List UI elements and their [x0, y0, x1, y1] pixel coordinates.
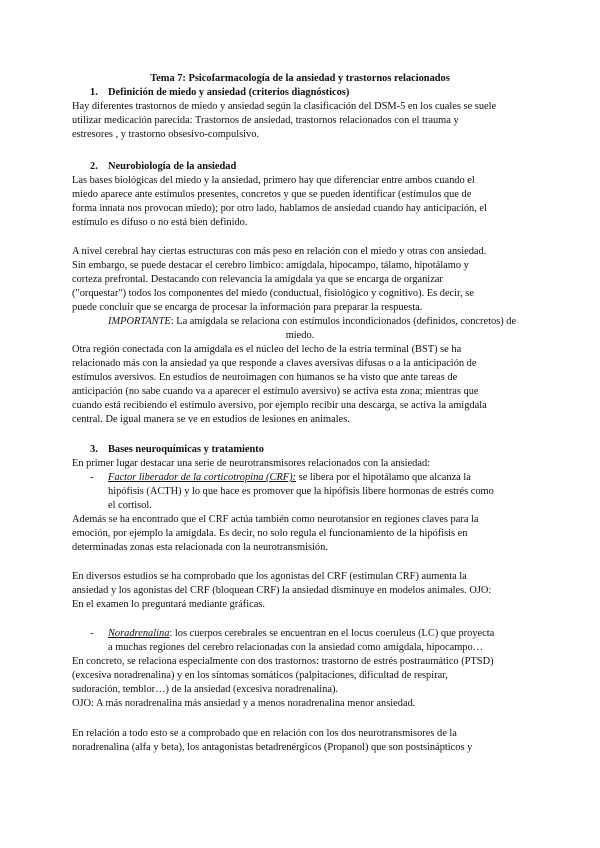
s3c-line-3: sudoración, temblor…) de la ansiedad (excesiva noradrenalina).: [72, 684, 339, 695]
na-text-1: : los cuerpos cerebrales se encuentran en el locus coeruleus (LC) que proyecta: [169, 628, 495, 639]
s2b-line-4: ("orquestar") todos los componentes del miedo (conductual, fisiológico y cognitivo). Es decir, se: [72, 288, 474, 299]
section-3-number: 3.: [90, 444, 98, 455]
s2a-line-2: miedo aparece ante estímulos presentes, concretos y que se pueden identificar (estímulos que de: [72, 189, 472, 200]
s3b-line-1: En diversos estudios se ha comprobado que los agonistas del CRF (estimulan CRF) aumenta la: [72, 571, 467, 582]
s3-intro: En primer lugar destacar una serie de neurotransmisores relacionados con la ansiedad:: [72, 458, 431, 469]
important-text-2: miedo.: [285, 330, 315, 341]
section-3-heading: Bases neuroquímicas y tratamiento: [108, 444, 264, 455]
s3c-line-1: En concreto, se relaciona especialmente con dos trastornos: trastorno de estrés postraumático (PTSD): [72, 656, 494, 667]
crf-text-1: se libera por el hipotálamo que alcanza la: [296, 472, 471, 483]
important-text-1: : La amígdala se relaciona con estímulos incondicionados (definidos, concretos) de: [170, 316, 517, 327]
important-note: [108, 315, 568, 329]
s2c-line-1: Otra región conectada con la amígdala es el núcleo del lecho de la estría terminal (BST) se ha: [72, 344, 462, 355]
s3b-line-2: ansiedad y los agonistas del CRF (bloquean CRF) la ansiedad disminuye en modelos animales. OJO:: [72, 585, 492, 596]
crf-item: [108, 471, 568, 485]
s2a-line-3: forma innata nos provocan miedo); por otro lado, hablamos de ansiedad cuando hay anticipación, el: [72, 203, 487, 214]
s2a-line-4: estímulo es difuso o no está bien definido.: [72, 217, 248, 228]
s2c-line-4: anticipación (no sabe cuando va a aparecer el estímulo aversivo) se activa esta zona; mientras que: [72, 386, 479, 397]
s1-line-2: utilizar medicación parecida: Trastornos de ansiedad, trastornos relacionados con el trauma y: [72, 115, 459, 126]
important-label: IMPORTANTE: [108, 316, 171, 327]
s2a-line-1: Las bases biológicas del miedo y la ansiedad, primero hay que diferenciar entre ambos cuando el: [72, 175, 475, 186]
na-item: [108, 627, 568, 641]
section-2-heading: Neurobiología de la ansiedad: [108, 161, 237, 172]
s2b-line-1: A nivel cerebral hay ciertas estructuras con más peso en relación con el miedo y otras con ansiedad.: [72, 246, 487, 257]
section-1-number: 1.: [90, 87, 98, 98]
s2c-line-5: cuando está recibiendo el estímulo aversivo, por ejemplo recibir una descarga, se activa la amígdala: [72, 400, 487, 411]
s3d-line-1: En relación a todo esto se a comprobado que en relación con los dos neurotransmisores de la: [72, 728, 457, 739]
s3b-line-3: En el examen lo preguntará mediante gráficas.: [72, 599, 266, 610]
s2c-line-2: relacionado más con la ansiedad ya que responde a claves aversivas difusas o a la anticipación de: [72, 358, 477, 369]
na-term: Noradrenalina: [108, 628, 170, 639]
crf-text-2: hipófisis (ACTH) y lo que hace es promover que la hipófisis libere hormonas de estrés como: [108, 486, 494, 497]
document-title: Tema 7: Psicofarmacología de la ansiedad y trastornos relacionados: [150, 73, 450, 84]
s2b-line-5: puede concluir que se encarga de procesar la información para preparar la respuesta.: [72, 302, 423, 313]
na-text-2: a muchas regiones del cerebro relacionadas con la ansiedad como amígdala, hipocampo…: [108, 642, 484, 653]
section-2-number: 2.: [90, 161, 98, 172]
s2c-line-3: estímulos aversivos. En estudios de neuroimagen con humanos se ha visto que ante tareas de: [72, 372, 458, 383]
crf-text-3: el cortisol.: [108, 500, 152, 511]
s2c-line-6: central. De igual manera se ve en estudios de lesiones en animales.: [72, 414, 350, 425]
section-1-heading: Definición de miedo y ansiedad (criterios diagnósticos): [108, 87, 350, 98]
s2b-line-3: corteza prefrontal. Destacando con relevancia la amígdala ya que se encarga de organizar: [72, 274, 443, 285]
s3a-line-1: Además se ha encontrado que el CRF actúa también como neurotansior en regiones claves para la: [72, 514, 479, 525]
bullet-dash-crf: -: [90, 472, 94, 483]
s2b-line-2: Sin embargo, se puede destacar el cerebro límbico: amígdala, hipocampo, tálamo, hipotálamo y: [72, 260, 469, 271]
s3d-line-2: noradrenalina (alfa y beta), los antagonistas betadrenérgicos (Propanol) que son postsinápticos y: [72, 742, 473, 753]
crf-term: Factor liberador de la corticotropina (CRF):: [108, 472, 297, 483]
s1-line-1: Hay diferentes trastornos de miedo y ansiedad según la clasificación del DSM-5 en los cuales se suele: [72, 101, 497, 112]
s1-line-3: estresores , y trastorno obsesivo-compulsivo.: [72, 129, 260, 140]
s3a-line-2: emoción, por ejemplo la amígdala. Es decir, no solo regula el funcionamiento de la hipófisis en: [72, 528, 468, 539]
s3a-line-3: determinadas zonas esta relacionada con la neurotransmisión.: [72, 542, 328, 553]
s3c-line-2: (excesiva noradrenalina) y en los síntomas somáticos (palpitaciones, dificultad de respirar,: [72, 670, 448, 681]
bullet-dash-na: -: [90, 628, 94, 639]
s3c-line-4: OJO: A más noradrenalina más ansiedad y a menos noradrenalina menor ansiedad.: [72, 698, 416, 709]
